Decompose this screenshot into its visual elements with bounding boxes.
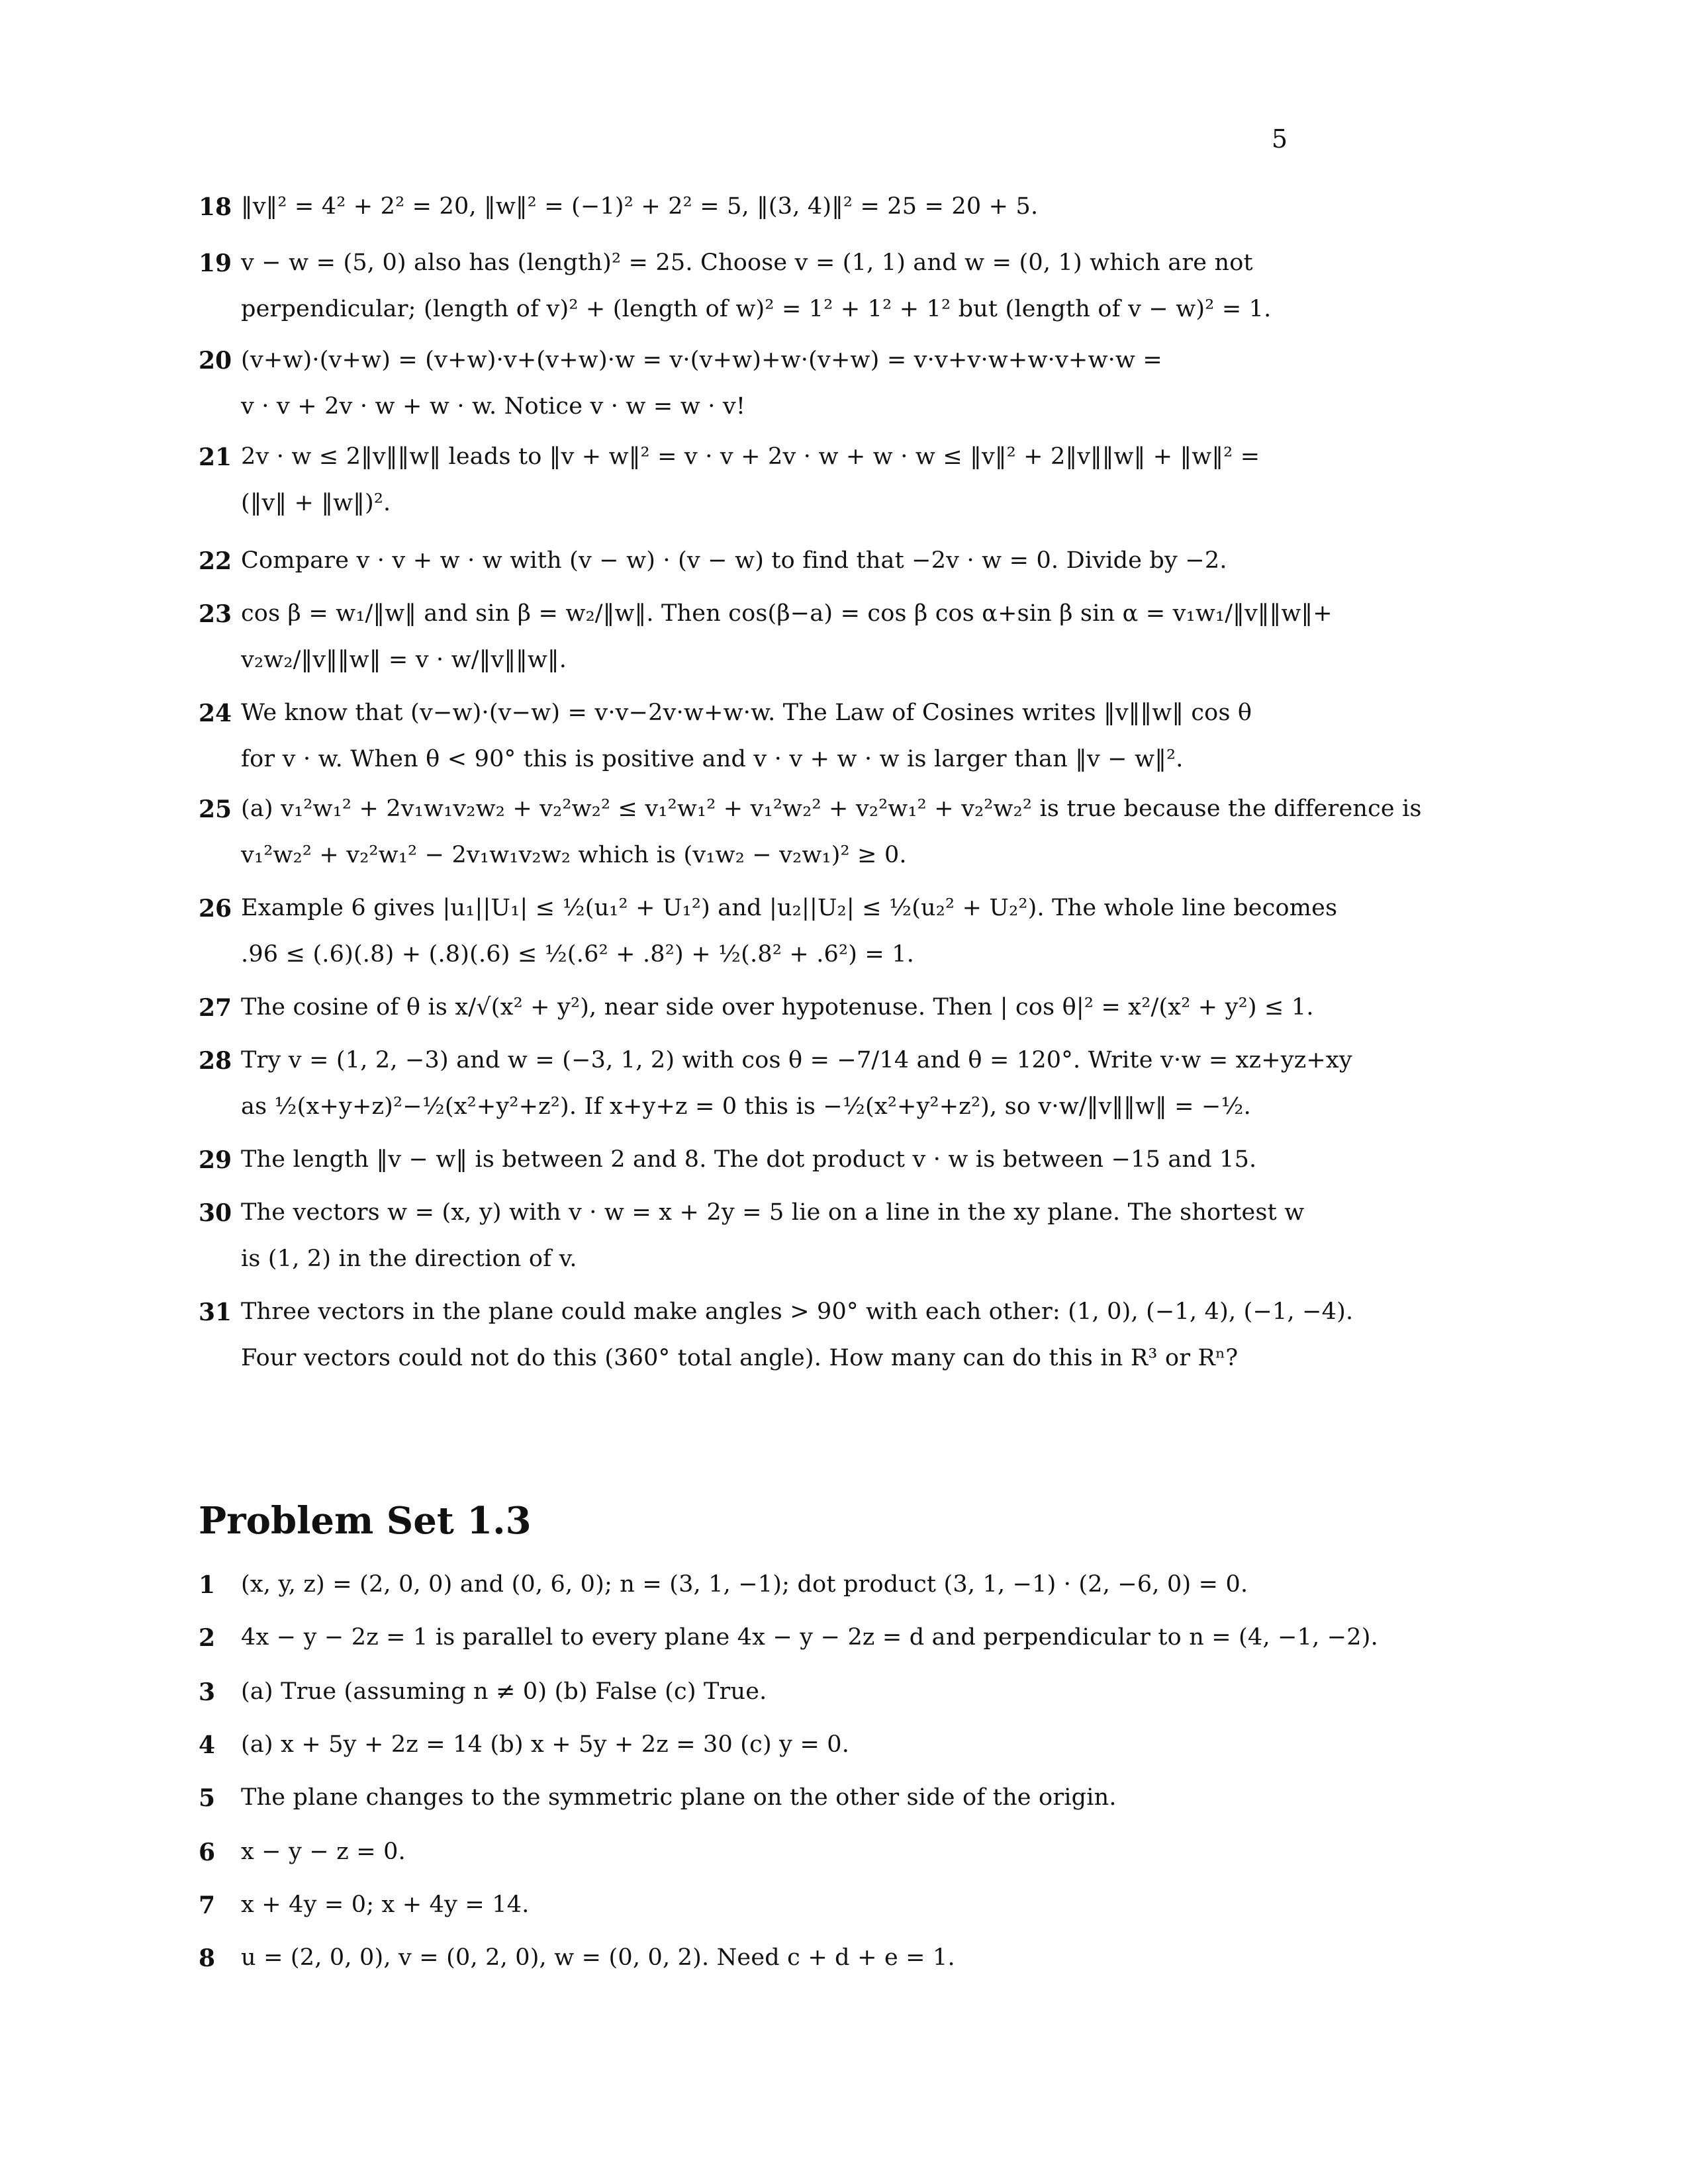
problem-number: 21 — [199, 443, 232, 471]
problem-text-line: Example 6 gives |u₁||U₁| ≤ ½(u₁² + U₁²) and |u₂||U₂| ≤ ½(u₂² + U₂²). The whole line becomes — [241, 895, 1338, 921]
problem-text-line: .96 ≤ (.6)(.8) + (.8)(.6) ≤ ½(.6² + .8²) + ½(.8² + .6²) = 1. — [241, 941, 915, 968]
problem-text-line: x + 4y = 0; x + 4y = 14. — [241, 1891, 530, 1918]
problem-number: 24 — [199, 700, 232, 727]
problem-number: 2 — [199, 1624, 216, 1652]
problem-text-line: (x, y, z) = (2, 0, 0) and (0, 6, 0); n = (3, 1, −1); dot product (3, 1, −1) · (2, −6, 0) = 0. — [241, 1571, 1248, 1598]
problem-number: 3 — [199, 1678, 216, 1706]
problem-text-line: The length ‖v − w‖ is between 2 and 8. The dot product v · w is between −15 and 15. — [241, 1146, 1257, 1173]
problem-text-line: (v+w)·(v+w) = (v+w)·v+(v+w)·w = v·(v+w)+w·(v+w) = v·v+v·w+w·v+w·w = — [241, 347, 1162, 373]
problem-text-line: Four vectors could not do this (360° total angle). How many can do this in R³ or Rⁿ? — [241, 1345, 1239, 1371]
page-number: 5 — [1271, 124, 1288, 154]
problem-text-line: (a) True (assuming n ≠ 0) (b) False (c) True. — [241, 1678, 767, 1705]
problem-number: 6 — [199, 1839, 216, 1866]
problem-number: 8 — [199, 1944, 216, 1972]
problem-text-line: for v · w. When θ < 90° this is positive and v · v + w · w is larger than ‖v − w‖². — [241, 746, 1184, 772]
problem-number: 19 — [199, 250, 232, 277]
problem-text-line: (a) x + 5y + 2z = 14 (b) x + 5y + 2z = 30 (c) y = 0. — [241, 1731, 850, 1758]
problem-number: 4 — [199, 1731, 216, 1759]
problem-number: 1 — [199, 1571, 216, 1599]
problem-text-line: We know that (v−w)·(v−w) = v·v−2v·w+w·w. The Law of Cosines writes ‖v‖‖w‖ cos θ — [241, 700, 1252, 726]
problem-text-line: 4x − y − 2z = 1 is parallel to every plane 4x − y − 2z = d and perpendicular to n = (4, −1, −2). — [241, 1624, 1378, 1651]
problem-text-line: x − y − z = 0. — [241, 1839, 406, 1865]
problem-text-line: v · v + 2v · w + w · w. Notice v · w = w · v! — [241, 393, 746, 420]
problem-number: 25 — [199, 796, 232, 823]
problem-number: 5 — [199, 1784, 216, 1812]
problem-number: 22 — [199, 547, 232, 575]
problem-text-line: perpendicular; (length of v)² + (length of w)² = 1² + 1² + 1² but (length of v − w)² = 1. — [241, 296, 1272, 322]
problem-text-line: (a) v₁²w₁² + 2v₁w₁v₂w₂ + v₂²w₂² ≤ v₁²w₁² + v₁²w₂² + v₂²w₁² + v₂²w₂² is true because the difference is — [241, 796, 1422, 822]
problem-text-line: v₁²w₂² + v₂²w₁² − 2v₁w₁v₂w₂ which is (v₁w₂ − v₂w₁)² ≥ 0. — [241, 842, 907, 868]
problem-number: 31 — [199, 1298, 232, 1326]
problem-text-line: u = (2, 0, 0), v = (0, 2, 0), w = (0, 0, 2). Need c + d + e = 1. — [241, 1944, 955, 1971]
problem-text-line: v − w = (5, 0) also has (length)² = 25. Choose v = (1, 1) and w = (0, 1) which are not — [241, 250, 1253, 276]
problem-number: 7 — [199, 1891, 216, 1919]
problem-text-line: The plane changes to the symmetric plane on the other side of the origin. — [241, 1784, 1117, 1811]
problem-text-line: The cosine of θ is x/√(x² + y²), near side over hypotenuse. Then | cos θ|² = x²/(x² + y²) ≤ 1. — [241, 994, 1314, 1021]
section-heading: Problem Set 1.3 — [199, 1499, 532, 1543]
problem-number: 27 — [199, 994, 232, 1022]
problem-number: 20 — [199, 347, 232, 375]
problem-text-line: Try v = (1, 2, −3) and w = (−3, 1, 2) with cos θ = −7/14 and θ = 120°. Write v·w = xz+yz+xy — [241, 1047, 1352, 1073]
problem-text-line: cos β = w₁/‖w‖ and sin β = w₂/‖w‖. Then cos(β−a) = cos β cos α+sin β sin α = v₁w₁/‖v‖‖w‖+ — [241, 600, 1333, 627]
problem-number: 18 — [199, 193, 232, 221]
problem-text-line: Compare v · v + w · w with (v − w) · (v − w) to find that −2v · w = 0. Divide by −2. — [241, 547, 1227, 574]
problem-number: 29 — [199, 1146, 232, 1174]
problem-text-line: 2v · w ≤ 2‖v‖‖w‖ leads to ‖v + w‖² = v · v + 2v · w + w · w ≤ ‖v‖² + 2‖v‖‖w‖ + ‖w‖² = — [241, 443, 1260, 470]
problem-text-line: v₂w₂/‖v‖‖w‖ = v · w/‖v‖‖w‖. — [241, 647, 567, 673]
problem-text-line: The vectors w = (x, y) with v · w = x + 2y = 5 lie on a line in the xy plane. The shortest w — [241, 1199, 1305, 1226]
problem-text-line: ‖v‖² = 4² + 2² = 20, ‖w‖² = (−1)² + 2² = 5, ‖(3, 4)‖² = 25 = 20 + 5. — [241, 193, 1039, 220]
problem-text-line: Three vectors in the plane could make angles > 90° with each other: (1, 0), (−1, 4), (−1, −4). — [241, 1298, 1354, 1325]
problem-number: 23 — [199, 600, 232, 628]
problem-text-line: as ½(x+y+z)²−½(x²+y²+z²). If x+y+z = 0 this is −½(x²+y²+z²), so v·w/‖v‖‖w‖ = −½. — [241, 1093, 1251, 1120]
problem-number: 30 — [199, 1199, 232, 1227]
problem-text-line: is (1, 2) in the direction of v. — [241, 1246, 577, 1272]
problem-text-line: (‖v‖ + ‖w‖)². — [241, 490, 391, 516]
problem-number: 28 — [199, 1047, 232, 1075]
problem-number: 26 — [199, 895, 232, 923]
